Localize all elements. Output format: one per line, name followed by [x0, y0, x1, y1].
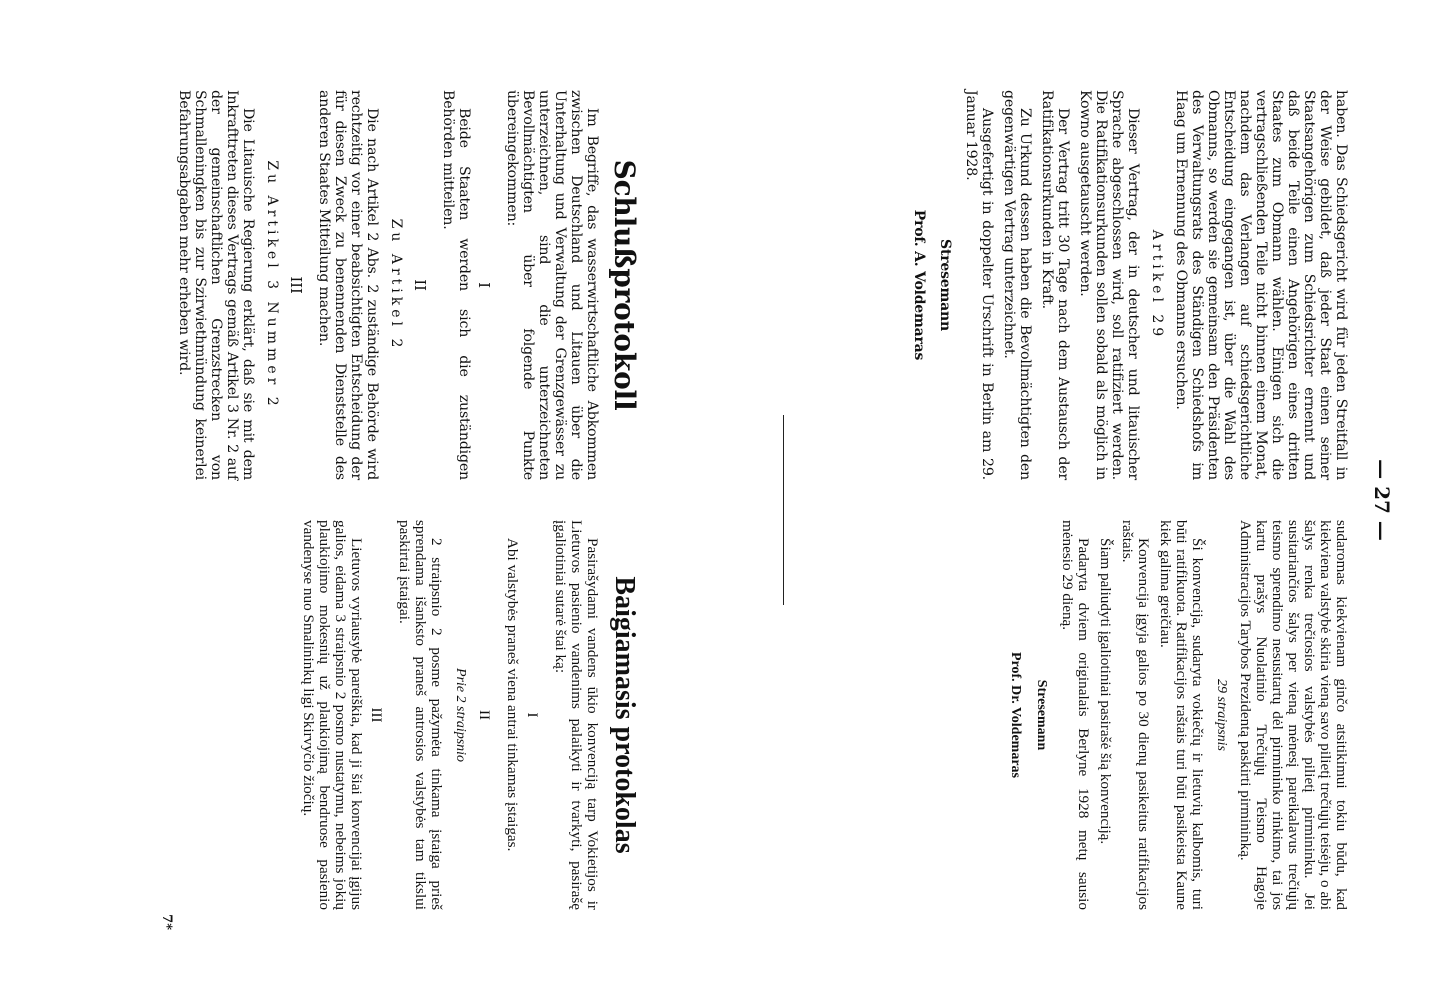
german-art29-p2: Der Vertrag tritt 30 Tage nach dem Austausch der Ratifikationsurkunden in Kraft. [1039, 90, 1071, 480]
german-intro: haben. Das Schiedsgericht wird für jeden Streitfall in der Weise gebildet, daß jeder Staat einen seiner Staatsangehörigen zum Schiedsrichter ernennt und daß beide Teile einen Angehörigen eines dritten Staates zum Obmann wählen. Einigen sich die vertragschließenden Teile nicht binnen einem Monat, nachdem das Verlangen auf schiedsgerichtliche Entscheidung eingegangen ist, über die Wahl des Obmanns, so werden sie gemeinsam den Präsidenten des Verwaltungsrats des Ständigen Schiedshofs im Haag um Ernennung des Obmanns ersuchen. [1173, 90, 1349, 480]
lithuanian-art29-p2: Konvencija įgyja galios po 30 dienų pasikeitus ratifikacijos raštais. [1119, 520, 1152, 910]
german-r3-subheading: Zu Artikel 3 Nummer 2 [264, 160, 280, 410]
german-art29-p4: Ausgefertigt in doppelter Urschrift in Berlin am 29. Januar 1928. [963, 90, 995, 480]
german-r1-text: Beide Staaten werden sich die zuständigen Behörden mitteilen. [440, 90, 472, 480]
lithuanian-protocol-title: Baigiamasis protokolas [609, 576, 640, 854]
german-signature-1: Stresemann [937, 239, 953, 331]
lithuanian-protocol-intro: Pasirašydami vandens ūkio konvenciją tarp Vokietijos ir Lietuvos pasienio vandenims palaikyti ir tvarkyti, pasirašę įgaliotiniai sutarė štai ką: [552, 520, 601, 910]
lithuanian-roman-2: II [476, 710, 492, 720]
lithuanian-r2-subheading: Prie 2 straipsnio [453, 667, 468, 763]
german-roman-2: II [411, 279, 429, 291]
lithuanian-roman-3: III [368, 707, 384, 723]
lithuanian-signature-2: Prof. Dr. Voldemaras [1008, 652, 1023, 778]
lithuanian-r2-text: 2 straipsnio 2 posme pažymėta tinkama įstaiga prieš sprendama išanksto praneš antrosios valstybės tam tikslui paskirtai įstaigai. [396, 520, 445, 910]
german-column-top [905, 90, 1349, 480]
lithuanian-art29-p4: Padaryta dviem originalais Berlyne 1928 metų sausio mėnesio 29 dieną. [1059, 520, 1092, 910]
german-r2-subheading: Zu Artikel 2 [388, 218, 404, 352]
german-art29-heading: Artikel 29 [1149, 229, 1165, 341]
german-protocol-intro: Im Begriffe, das wasserwirtschaftliche Abkommen zwischen Deutschland und Litauen über die Unterhaltung und Verwaltung der Grenzgewässer zu unterzeichnen, sind die unterzeichneten Bevollmächtigten über folgende Punkte übereingekommen: [504, 90, 600, 480]
german-protocol-title: Schlußprotokoll [608, 159, 641, 411]
lithuanian-art29-heading: 29 straipsnis [1214, 679, 1229, 751]
page-number: — 27 — [1370, 459, 1394, 541]
lithuanian-signature-1: Stresemann [1034, 679, 1049, 751]
lithuanian-r3-text: Lietuvos vyriausybė pareiškia, kad ji šiai konvencijai įgijus galios, eidama 3 straipsnio 2 posmo nustatymu, nebeims jokių plaukiojimo mokesnių už plaukiojimą bendruose pasienio vandenyse nuo Smalininkų ligi Skirvyčio žiočių. [300, 520, 365, 910]
german-signature-2: Prof. A. Voldemaras [911, 209, 927, 361]
footnote-marker: 7* [159, 914, 174, 930]
lithuanian-roman-1: I [524, 712, 540, 718]
german-art29-p3: Zu Urkund dessen haben die Bevollmächtigten den gegenwärtigen Vertrag unterzeichnet. [1001, 90, 1033, 480]
german-r2-text: Die nach Artikel 2 Abs. 2 zuständige Behörde wird rechtzeitig vor einer beabsichtigten Entscheidung der für diesen Zweck zu benennenden Dienststelle des anderen Staates Mitteilung machen. [316, 90, 380, 480]
german-protocol-column [170, 90, 654, 480]
german-roman-3: III [287, 276, 305, 294]
german-r3-text: Die Litauische Regierung erklärt, daß sie mit dem Inkrafttreten dieses Vertrags gemäß Artikel 3 Nr. 2 auf der gemeinschaftlichen Grenzstrecken von Schmalleningken bis zur Szirwiethmündung keinerlei Befahrungsabgaben mehr erheben wird. [176, 90, 256, 480]
lithuanian-protocol-column [294, 520, 654, 910]
german-divider-rule [783, 415, 784, 605]
lithuanian-art29-p1: Ši konvencija, sudaryta vokiečių ir lietuvių kalbomis, turi būti ratifikuota. Ratifikacijos raštais turi būti pasikeista Kaune kiek galima greičiau. [1157, 520, 1206, 910]
german-art29-p1: Dieser Vertrag, der in deutscher und litauischer Sprache abgeschlossen wird, soll ratifiziert werden. Die Ratifikationsurkunden sollen sobald als möglich in Kowno ausgetauscht werden. [1077, 90, 1141, 480]
lithuanian-column-top [1001, 520, 1349, 910]
lithuanian-art29-p3: Šiam paliudyti įgaliotiniai pasirašė šią konvenciją. [1097, 538, 1114, 845]
german-roman-1: I [475, 282, 493, 288]
lithuanian-intro: sudaromas kiekvienam ginčo atsitikimui tokiu būdu, kad kiekviena valstybė skiria vieną savo pilietį trečiųjų teisėju, o abi šalys renka trečiosios valstybės pilietį pirmininku. Jei susitariančios šalys per vieną mėnesį pareikalavus trečiųjų teismo sprendimo nesusitartų dėl pirmininko rinkimo, tai jos kartu prašys Nuolatinio Trečiųjų Teismo Hagoje Administracijos Tarybos Prezidentą paskirti pirmininką. [1237, 520, 1350, 910]
lithuanian-r1-text: Abi valstybės praneš viena antrai tinkamas įstaigas. [504, 538, 521, 852]
